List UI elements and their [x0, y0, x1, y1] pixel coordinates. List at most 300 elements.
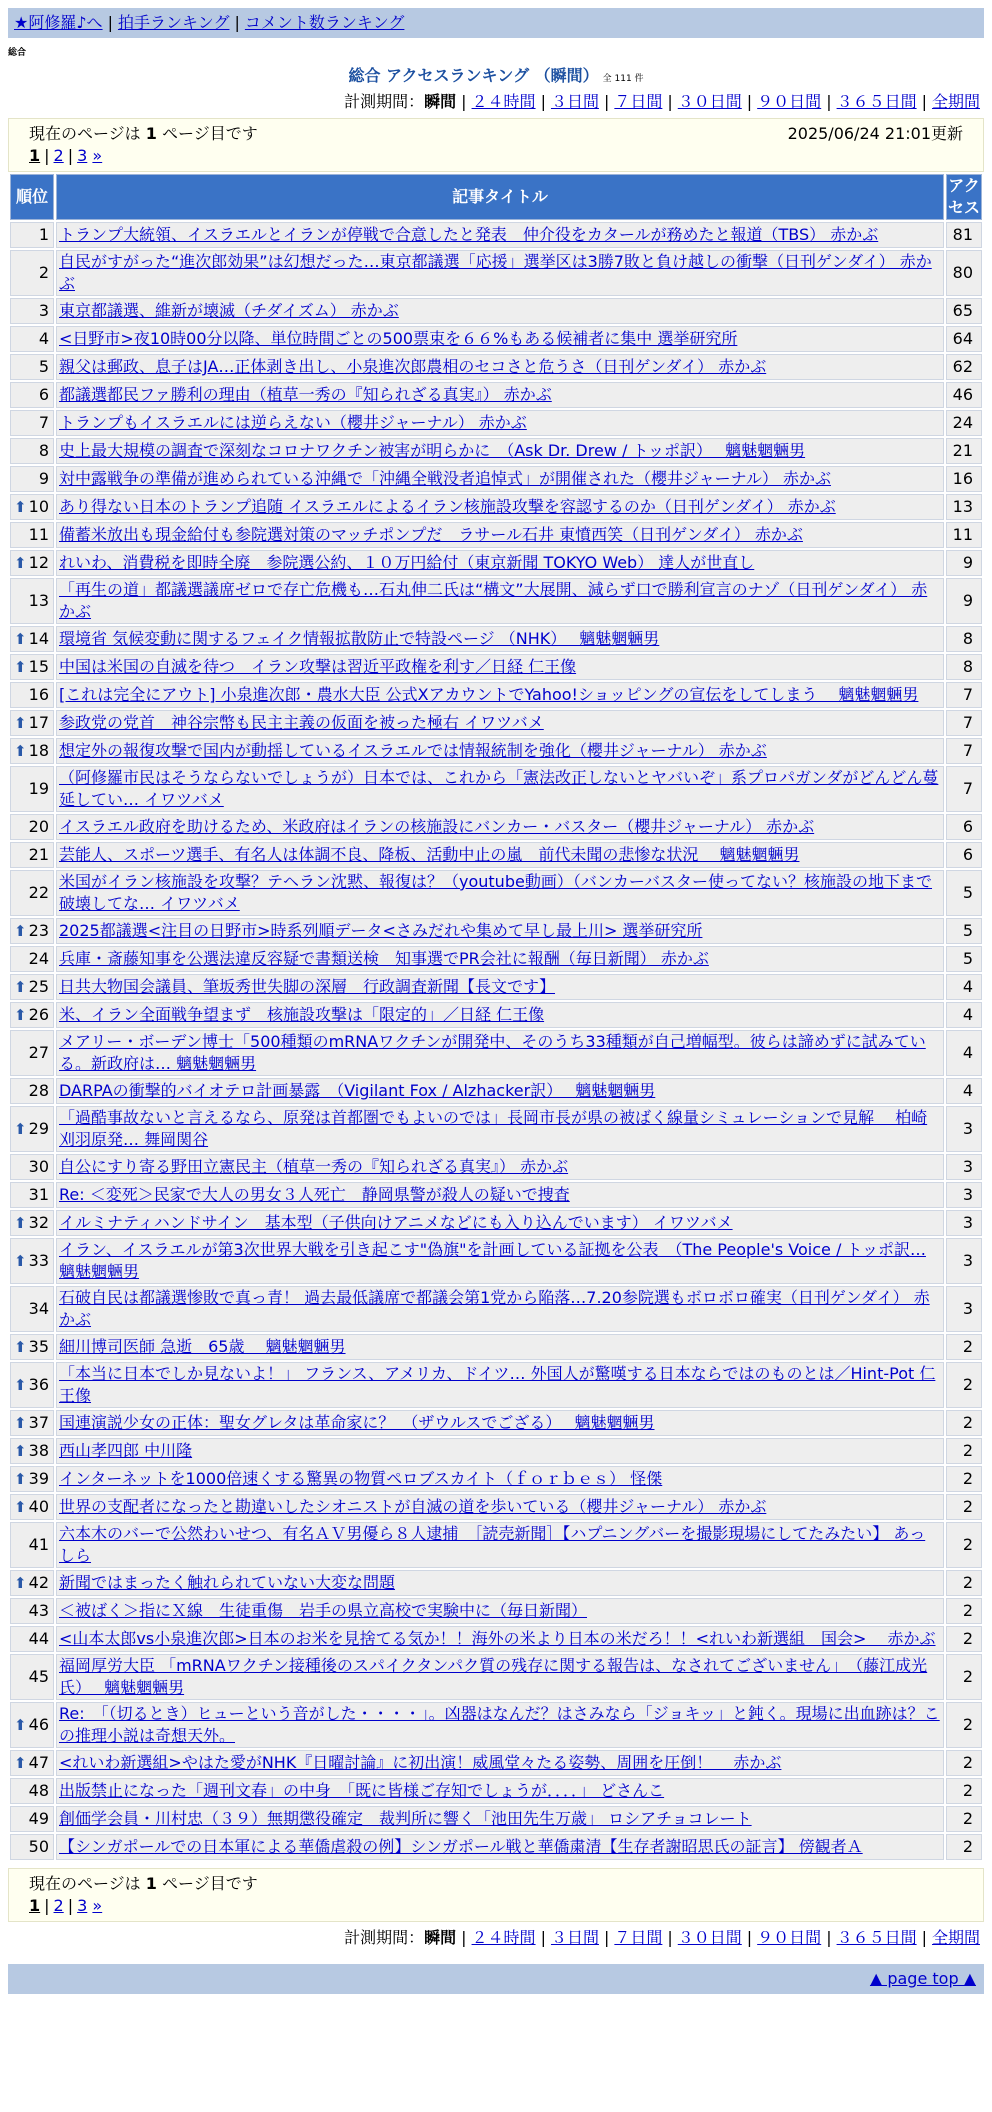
rank-number: 12	[28, 553, 49, 572]
table-row	[10, 870, 982, 916]
title-cell	[56, 222, 944, 248]
article-link[interactable]: イラン、イスラエルが第3次世界大戦を引き起こす"偽旗"を計画している証拠を公表 （The People's Voice / トッポ訳… 魑魅魍魎男	[59, 1240, 926, 1281]
rank-cell	[10, 1806, 54, 1832]
period-separator: |	[921, 1928, 927, 1947]
table-row	[10, 1654, 982, 1700]
footer-bar	[8, 1964, 984, 1994]
applause-ranking-link[interactable]: 拍手ランキング	[117, 13, 230, 32]
table-row	[10, 1210, 982, 1236]
period-selector-bottom	[0, 1928, 980, 1948]
title-cell	[56, 682, 944, 708]
title-cell	[56, 870, 944, 916]
title-cell	[56, 354, 944, 380]
rank-up-arrow-icon: ⬆	[14, 658, 27, 676]
access-count: 2	[946, 1598, 982, 1624]
title-cell	[56, 250, 944, 296]
rank-number: 23	[28, 921, 49, 940]
access-count: 2	[946, 1702, 982, 1748]
article-link[interactable]: 「本当に日本でしか見ないよ！」 フランス、アメリカ、ドイツ… 外国人が驚嘆する日本ならではのものとは／Hint-Pot 仁王像	[59, 1364, 936, 1405]
article-link[interactable]: 細川博司医師 急逝 65歳 魑魅魍魎男	[59, 1337, 346, 1356]
page-link[interactable]: 3	[77, 1896, 88, 1915]
rank-up-arrow-icon: ⬆	[14, 1442, 27, 1460]
rank-number: 40	[28, 1497, 49, 1516]
rank-number: 35	[28, 1337, 49, 1356]
table-row	[10, 626, 982, 652]
table-row	[10, 222, 982, 248]
table-row	[10, 1334, 982, 1360]
title-cell	[56, 1570, 944, 1596]
period-link[interactable]: ２４時間	[471, 92, 536, 111]
rank-number: 8	[38, 441, 49, 460]
title-column-header: 記事タイトル	[56, 174, 944, 220]
rank-cell	[10, 626, 54, 652]
title-cell	[56, 1106, 944, 1152]
title-cell	[56, 1002, 944, 1028]
rank-cell	[10, 738, 54, 764]
article-link[interactable]: 想定外の報復攻撃で国内が動揺しているイスラエルでは情報統制を強化（櫻井ジャーナル） 赤かぶ	[59, 741, 767, 760]
rank-number: 50	[28, 1837, 49, 1856]
access-count: 5	[946, 918, 982, 944]
table-row	[10, 382, 982, 408]
article-link[interactable]: 六本木のバーで公然わいせつ、有名ＡＶ男優ら８人逮捕 ［読売新聞］【ハプニングバーを撮影現場にしてたみたい】 あっしら	[59, 1524, 926, 1565]
rank-number: 36	[28, 1375, 49, 1394]
access-count: 4	[946, 1002, 982, 1028]
period-link[interactable]: ３日間	[550, 1928, 599, 1947]
period-separator: |	[461, 92, 467, 111]
period-link[interactable]: ３６５日間	[836, 1928, 917, 1947]
next-page-link[interactable]: »	[92, 1896, 103, 1915]
period-separator: |	[461, 1928, 467, 1947]
rank-cell	[10, 1522, 54, 1568]
rank-cell	[10, 1570, 54, 1596]
article-link[interactable]: あり得ない日本のトランプ追随 イスラエルによるイラン核施設攻撃を容認するのか（日刊ゲンダイ） 赤かぶ	[59, 497, 836, 516]
article-link[interactable]: 東京都議選、維新が壊滅（チダイズム） 赤かぶ	[59, 301, 399, 320]
rank-cell	[10, 326, 54, 352]
rank-cell	[10, 1334, 54, 1360]
rank-up-arrow-icon: ⬆	[14, 1716, 27, 1734]
table-row	[10, 522, 982, 548]
rank-number: 18	[28, 741, 49, 760]
access-count: 80	[946, 250, 982, 296]
table-row	[10, 578, 982, 624]
table-row	[10, 974, 982, 1000]
rank-cell	[10, 1154, 54, 1180]
rank-number: 14	[28, 629, 49, 648]
access-count: 3	[946, 1210, 982, 1236]
article-link[interactable]: 米国がイラン核施設を攻撃？テヘラン沈黙、報復は？（youtube動画）（バンカーバスター使ってない？核施設の地下まで破壊してな… イワツバメ	[59, 872, 933, 913]
rank-number: 28	[28, 1081, 49, 1100]
title-cell	[56, 522, 944, 548]
access-count: 2	[946, 1334, 982, 1360]
rank-number: 38	[28, 1441, 49, 1460]
title-cell	[56, 1466, 944, 1492]
article-link[interactable]: [これは完全にアウト] 小泉進次郎・農水大臣 公式Xアカウントで​Yahoo!ショッピングの宣伝をしてしまう 魑魅魍魎男	[59, 685, 919, 704]
title-cell	[56, 298, 944, 324]
table-row	[10, 1466, 982, 1492]
rank-number: 15	[28, 657, 49, 676]
rank-cell	[10, 1598, 54, 1624]
table-row	[10, 1078, 982, 1104]
article-link[interactable]: イルミナティハンドサイン 基本型（子供向けアニメなどにも入り込んでいます） イワツバメ	[59, 1213, 733, 1232]
period-separator: |	[540, 92, 546, 111]
article-link[interactable]: 中国は米国の自滅を待つ イラン攻撃は習近平政権を利す／日経 仁王像	[59, 657, 577, 676]
article-link[interactable]: <日野市>夜10時00分以降、単位時間ごとの500票束を６６%もある候補者に集中 選挙研究所	[59, 329, 738, 348]
table-row	[10, 1494, 982, 1520]
rank-cell	[10, 946, 54, 972]
page-numbers	[29, 145, 963, 167]
rank-number: 27	[28, 1043, 49, 1062]
article-link[interactable]: 都議選都民ファ勝利の理由（植草一秀の『知られざる真実』） 赤かぶ	[59, 385, 552, 404]
access-count: 2	[946, 1654, 982, 1700]
rank-up-arrow-icon: ⬆	[14, 498, 27, 516]
rank-up-arrow-icon: ⬆	[14, 630, 27, 648]
rank-number: 24	[28, 949, 49, 968]
access-count: 2	[946, 1750, 982, 1776]
article-link[interactable]: 自民がすがった“進次郎効果”は幻想だった…東京都議選「応援」選挙区は3勝7敗と負け越しの衝撃（日刊ゲンダイ） 赤かぶ	[59, 252, 932, 293]
title-cell	[56, 1154, 944, 1180]
article-link[interactable]: <れいわ新選組>やはた愛がNHK『日曜討論』に初出演！威風堂々たる姿勢、周囲を圧倒！ 赤かぶ	[59, 1753, 782, 1772]
page-status: 現在のページは 1 ページ目です	[29, 124, 258, 143]
article-link[interactable]: 芸能人、スポーツ選手、有名人は体調不良、降板、活動中止の嵐 前代未聞の悲惨な状況 魑魅魍魎男	[59, 845, 800, 864]
title-cell	[56, 1806, 944, 1832]
article-link[interactable]: 親父は郵政、息子はJA…正体剥き出し、小泉進次郎農相のセコさと危うさ（日刊ゲンダイ） 赤かぶ	[59, 357, 767, 376]
period-selector-top	[0, 92, 980, 112]
ranking-table	[8, 172, 984, 1862]
period-separator: |	[667, 1928, 673, 1947]
ranking-body	[10, 222, 982, 1860]
table-row	[10, 1438, 982, 1464]
article-link[interactable]: 「過酷事故ないと言えるなら、原発は首都圏でもよいのでは」長岡市長が県の被ばく線量シミュレーションで見解 柏崎刈羽原発… 舞岡関谷	[59, 1108, 928, 1149]
article-link[interactable]: 【シンガポールでの日本軍による華僑虐殺の例】シンガポール戦と華僑粛清【生存者謝昭思氏の証言】 傍観者Ａ	[59, 1837, 863, 1856]
page-current: 1	[29, 1896, 41, 1915]
rank-up-arrow-icon: ⬆	[14, 1470, 27, 1488]
table-row	[10, 1778, 982, 1804]
access-count: 6	[946, 814, 982, 840]
access-count: 5	[946, 870, 982, 916]
article-link[interactable]: メアリー・ボーデン博士「500種類のmRNAワクチンが開発中、そのうち33種類が自己増幅型。彼らは諦めずに試みている。新政府は… 魑魅魍魎男	[59, 1032, 926, 1073]
title-cell	[56, 550, 944, 576]
page-top-link[interactable]: ▲ page top ▲	[869, 1969, 976, 1988]
period-separator: |	[603, 92, 610, 111]
period-separator: |	[826, 1928, 832, 1947]
rank-number: 6	[38, 385, 49, 404]
period-link[interactable]: ３０日間	[677, 1928, 742, 1947]
access-count: 2	[946, 1778, 982, 1804]
home-link[interactable]: ★阿修羅♪へ	[14, 13, 103, 32]
table-row	[10, 1570, 982, 1596]
rank-number: 49	[28, 1809, 49, 1828]
rank-up-arrow-icon: ⬆	[14, 742, 27, 760]
title-cell	[56, 578, 944, 624]
title-cell	[56, 1410, 944, 1436]
article-link[interactable]: 新聞ではまったく触れられていない大変な問題	[59, 1573, 396, 1592]
rank-up-arrow-icon: ⬆	[14, 978, 27, 996]
article-link[interactable]: 「再生の道」都議選議席ゼロで存亡危機も…石丸伸二氏は“構文”大展開、減らず口で勝利宣言のナゾ（日刊ゲンダイ） 赤かぶ	[59, 580, 928, 621]
period-link[interactable]: 全期間	[931, 1928, 980, 1947]
article-link[interactable]: 備蓄米放出も現金給付も参院選対策のマッチポンプだ ラサール石井 東憤西笑（日刊ゲンダイ） 赤かぶ	[59, 525, 803, 544]
article-link[interactable]: 自公にすり寄る野田立憲民主（植草一秀の『知られざる真実』） 赤かぶ	[59, 1157, 569, 1176]
rank-number: 16	[28, 685, 49, 704]
access-count: 2	[946, 1626, 982, 1652]
table-row	[10, 326, 982, 352]
page-status: 現在のページは 1 ページ目です	[29, 1874, 258, 1893]
period-link[interactable]: ３０日間	[677, 92, 742, 111]
title-cell	[56, 1778, 944, 1804]
rank-cell	[10, 1182, 54, 1208]
title-cell	[56, 974, 944, 1000]
period-separator: |	[603, 1928, 610, 1947]
access-count: 3	[946, 1106, 982, 1152]
category-label: 総合	[8, 48, 27, 58]
rank-cell	[10, 1466, 54, 1492]
access-count: 2	[946, 1834, 982, 1860]
title-cell	[56, 466, 944, 492]
next-page-link[interactable]: »	[92, 146, 103, 165]
title-cell	[56, 918, 944, 944]
rank-cell	[10, 1030, 54, 1076]
page-link[interactable]: 2	[53, 1896, 64, 1915]
table-row	[10, 842, 982, 868]
rank-number: 48	[28, 1781, 49, 1800]
rank-cell	[10, 1834, 54, 1860]
rank-cell	[10, 1778, 54, 1804]
article-link[interactable]: 日共大物国会議員、筆坂秀世失脚の深層 行政調査新聞【長文です】	[59, 977, 556, 996]
page-current: 1	[29, 146, 41, 165]
table-row	[10, 298, 982, 324]
access-count: 16	[946, 466, 982, 492]
access-count: 8	[946, 654, 982, 680]
access-count: 4	[946, 974, 982, 1000]
table-row	[10, 766, 982, 812]
period-link[interactable]: ７日間	[614, 1928, 663, 1947]
period-link[interactable]: ７日間	[614, 92, 663, 111]
rank-cell	[10, 1362, 54, 1408]
rank-number: 10	[28, 497, 49, 516]
title-cell	[56, 410, 944, 436]
table-row	[10, 1702, 982, 1748]
rank-number: 47	[28, 1753, 49, 1772]
article-link[interactable]: 創価学会員・川村忠（３９）無期懲役確定 裁判所に響く「池田先生万歳」 ロシアチョコレート	[59, 1809, 752, 1828]
rank-cell	[10, 1078, 54, 1104]
rank-cell	[10, 814, 54, 840]
access-count: 64	[946, 326, 982, 352]
table-row	[10, 250, 982, 296]
period-separator: |	[921, 92, 927, 111]
rank-cell	[10, 1210, 54, 1236]
title-cell	[56, 946, 944, 972]
access-count: 9	[946, 550, 982, 576]
table-row	[10, 682, 982, 708]
rank-number: 4	[38, 329, 49, 348]
table-row	[10, 1750, 982, 1776]
rank-cell	[10, 1438, 54, 1464]
rank-cell	[10, 382, 54, 408]
article-link[interactable]: 西山孝四郎 中川隆	[59, 1441, 193, 1460]
access-count: 3	[946, 1154, 982, 1180]
article-link[interactable]: 世界の支配者になったと勘違いしたシオニストが自滅の道を歩いている（櫻井ジャーナル） 赤かぶ	[59, 1497, 767, 1516]
rank-number: 17	[28, 713, 49, 732]
page-separator: |	[44, 146, 50, 165]
article-link[interactable]: 石破自民は都議選惨敗で真っ青！ 過去最低議席で都議会第1党から陥落…7.20参院選もボロボロ確実（日刊ゲンダイ） 赤かぶ	[59, 1288, 930, 1329]
rank-cell	[10, 578, 54, 624]
article-link[interactable]: インターネットを1000倍速くする驚異の物質ペロブスカイト（ｆｏｒｂｅｓ） 怪傑	[59, 1469, 663, 1488]
article-link[interactable]: 環境省 気候変動に関するフェイク情報拡散防止で特設ページ （NHK） 魑魅魍魎男	[59, 629, 660, 648]
rank-cell	[10, 974, 54, 1000]
rank-number: 11	[28, 525, 49, 544]
access-count: 2	[946, 1570, 982, 1596]
rank-cell	[10, 1238, 54, 1284]
title-cell	[56, 1522, 944, 1568]
count-column-header: アクセス	[946, 174, 982, 220]
article-link[interactable]: 参政党の党首 神谷宗幣も民主主義の仮面を被った極右 イワツバメ	[59, 713, 544, 732]
rank-up-arrow-icon: ⬆	[14, 1338, 27, 1356]
period-link[interactable]: ２４時間	[471, 1928, 536, 1947]
rank-up-arrow-icon: ⬆	[14, 1414, 27, 1432]
table-row	[10, 1626, 982, 1652]
article-link[interactable]: （阿修羅市民はそうならないでしょうが）日本では、これから「憲法改正しないとヤバいぞ」系プロパガンダがどんどん蔓延してい… イワツバメ	[59, 768, 939, 809]
rank-number: 29	[28, 1119, 49, 1138]
title-cell	[56, 1286, 944, 1332]
access-count: 3	[946, 1286, 982, 1332]
table-row	[10, 466, 982, 492]
article-link[interactable]: トランプ大統領、イスラエルとイランが停戦で合意したと発表 仲介役をカタールが務めたと報道（TBS） 赤かぶ	[59, 225, 879, 244]
table-row	[10, 814, 982, 840]
table-row	[10, 1410, 982, 1436]
period-link[interactable]: ３日間	[550, 92, 599, 111]
rank-up-arrow-icon: ⬆	[14, 922, 27, 940]
rank-number: 13	[28, 591, 49, 610]
title-cell	[56, 1078, 944, 1104]
rank-cell	[10, 550, 54, 576]
article-link[interactable]: 対中露戦争の準備が進められている沖縄で「沖縄全戦没者追悼式」が開催された（櫻井ジャーナル） 赤かぶ	[59, 469, 831, 488]
title-cell	[56, 1834, 944, 1860]
page-separator: |	[44, 1896, 50, 1915]
article-link[interactable]: Re: 「（切るとき）ヒューという音がした・・・・」。凶器はなんだ？はさみなら「ジョキッ」と鈍く。現場に出血跡は？この推理小説は奇想天外。	[59, 1704, 940, 1745]
rank-cell	[10, 918, 54, 944]
rank-cell	[10, 250, 54, 296]
rank-number: 37	[28, 1413, 49, 1432]
rank-number: 33	[28, 1251, 49, 1270]
access-count: 6	[946, 842, 982, 868]
access-count: 3	[946, 1182, 982, 1208]
article-link[interactable]: れいわ、消費税を即時全廃 参院選公約、１０万円給付（東京新聞 TOKYO Web） 達人が世直し	[59, 553, 755, 572]
access-count: 62	[946, 354, 982, 380]
rank-number: 20	[28, 817, 49, 836]
title-cell	[56, 842, 944, 868]
rank-cell	[10, 438, 54, 464]
title-cell	[56, 326, 944, 352]
table-row	[10, 1002, 982, 1028]
article-link[interactable]: ＜被ばく＞指にＸ線 生徒重傷 岩手の県立高校で実験中に（毎日新聞）	[59, 1601, 588, 1620]
access-count: 2	[946, 1522, 982, 1568]
rank-number: 41	[28, 1535, 49, 1554]
title-cell	[56, 738, 944, 764]
article-link[interactable]: イスラエル政府を助けるため、米政府はイランの核施設にバンカー・バスター（櫻井ジャーナル） 赤かぶ	[59, 817, 815, 836]
table-row	[10, 1106, 982, 1152]
table-row	[10, 654, 982, 680]
article-link[interactable]: <山本太郎vs小泉進次郎>日本のお米を見捨てる気か！！海外の米より日本の米だろ！！<れいわ新選組 国会> 赤かぶ	[59, 1629, 936, 1648]
period-link[interactable]: 全期間	[931, 92, 980, 111]
rank-number: 42	[28, 1573, 49, 1592]
access-count: 8	[946, 626, 982, 652]
access-count: 24	[946, 410, 982, 436]
table-row	[10, 494, 982, 520]
title-cell	[56, 1182, 944, 1208]
rank-cell	[10, 842, 54, 868]
title-cell	[56, 1438, 944, 1464]
rank-cell	[10, 298, 54, 324]
rank-cell	[10, 354, 54, 380]
rank-up-arrow-icon: ⬆	[14, 1376, 27, 1394]
comment-ranking-link[interactable]: コメント数ランキング	[244, 13, 405, 32]
title-cell	[56, 1654, 944, 1700]
article-link[interactable]: 史上最大規模の調査で深刻なコロナワクチン被害が明らかに （Ask Dr. Drew / トッポ訳） 魑魅魍魎男	[59, 441, 806, 460]
title-cell	[56, 1702, 944, 1748]
title-cell	[56, 1210, 944, 1236]
rank-cell	[10, 1654, 54, 1700]
rank-up-arrow-icon: ⬆	[14, 1574, 27, 1592]
rank-number: 19	[28, 779, 49, 798]
article-link[interactable]: 国連演説少女の正体：聖女グレタは革命家に？ （ザウルスでござる） 魑魅魍魎男	[59, 1413, 655, 1432]
rank-cell	[10, 1702, 54, 1748]
access-count: 21	[946, 438, 982, 464]
access-count: 11	[946, 522, 982, 548]
table-row	[10, 1806, 982, 1832]
access-count: 2	[946, 1438, 982, 1464]
rank-cell	[10, 682, 54, 708]
page-numbers	[29, 1895, 963, 1917]
access-count: 81	[946, 222, 982, 248]
article-link[interactable]: 2025都議選<注目の日野市>時系列順データ<さみだれや集めて早し最上川> 選挙研究所	[59, 921, 703, 940]
access-count: 2	[946, 1494, 982, 1520]
article-link[interactable]: Re: ＜変死＞民家で大人の男女３人死亡 静岡県警が殺人の疑いで捜査	[59, 1185, 570, 1204]
period-link[interactable]: ９０日間	[757, 1928, 822, 1947]
rank-cell	[10, 1106, 54, 1152]
access-count: 3	[946, 1238, 982, 1284]
title-cell	[56, 654, 944, 680]
article-link[interactable]: 兵庫・斎藤知事を公選法違反容疑で書類送検 知事選でPR会社に報酬（毎日新聞） 赤かぶ	[59, 949, 709, 968]
article-link[interactable]: トランプもイスラエルには逆らえない（櫻井ジャーナル） 赤かぶ	[59, 413, 527, 432]
access-count: 7	[946, 738, 982, 764]
period-link[interactable]: ３６５日間	[836, 92, 917, 111]
rank-cell	[10, 494, 54, 520]
access-count: 5	[946, 946, 982, 972]
article-link[interactable]: 福岡厚労大臣 「mRNAワクチン接種後のスパイクタンパク質の残存に関する報告は、なされてございません」 （藤江成光氏） 魑魅魍魎男	[59, 1656, 928, 1697]
article-link[interactable]: DARPAの衝撃的バイオテロ計画暴露 （Vigilant Fox / Alzhacker訳） 魑魅魍魎男	[59, 1081, 656, 1100]
rank-number: 7	[38, 413, 49, 432]
rank-cell	[10, 1494, 54, 1520]
page-link[interactable]: 2	[53, 146, 64, 165]
rank-number: 21	[28, 845, 49, 864]
article-link[interactable]: 米、イラン全面戦争望まず 核施設攻撃は「限定的」／日経 仁王像	[59, 1005, 545, 1024]
rank-cell	[10, 710, 54, 736]
period-label: 計測期間：	[344, 92, 425, 111]
rank-cell	[10, 410, 54, 436]
rank-cell	[10, 1750, 54, 1776]
rank-up-arrow-icon: ⬆	[14, 1214, 27, 1232]
page-link[interactable]: 3	[77, 146, 88, 165]
access-count: 7	[946, 710, 982, 736]
pager-bottom	[8, 1868, 984, 1922]
rank-cell	[10, 522, 54, 548]
access-count: 65	[946, 298, 982, 324]
period-link[interactable]: ９０日間	[757, 92, 822, 111]
period-separator: |	[540, 1928, 546, 1947]
period-current: 瞬間	[424, 1928, 457, 1947]
article-link[interactable]: 出版禁止になった「週刊文春」の中身 「既に皆様ご存知でしょうが．．．．」 どさんこ	[59, 1781, 665, 1800]
title-cell	[56, 766, 944, 812]
page-title: 総合 アクセスランキング （瞬間）	[348, 66, 599, 85]
